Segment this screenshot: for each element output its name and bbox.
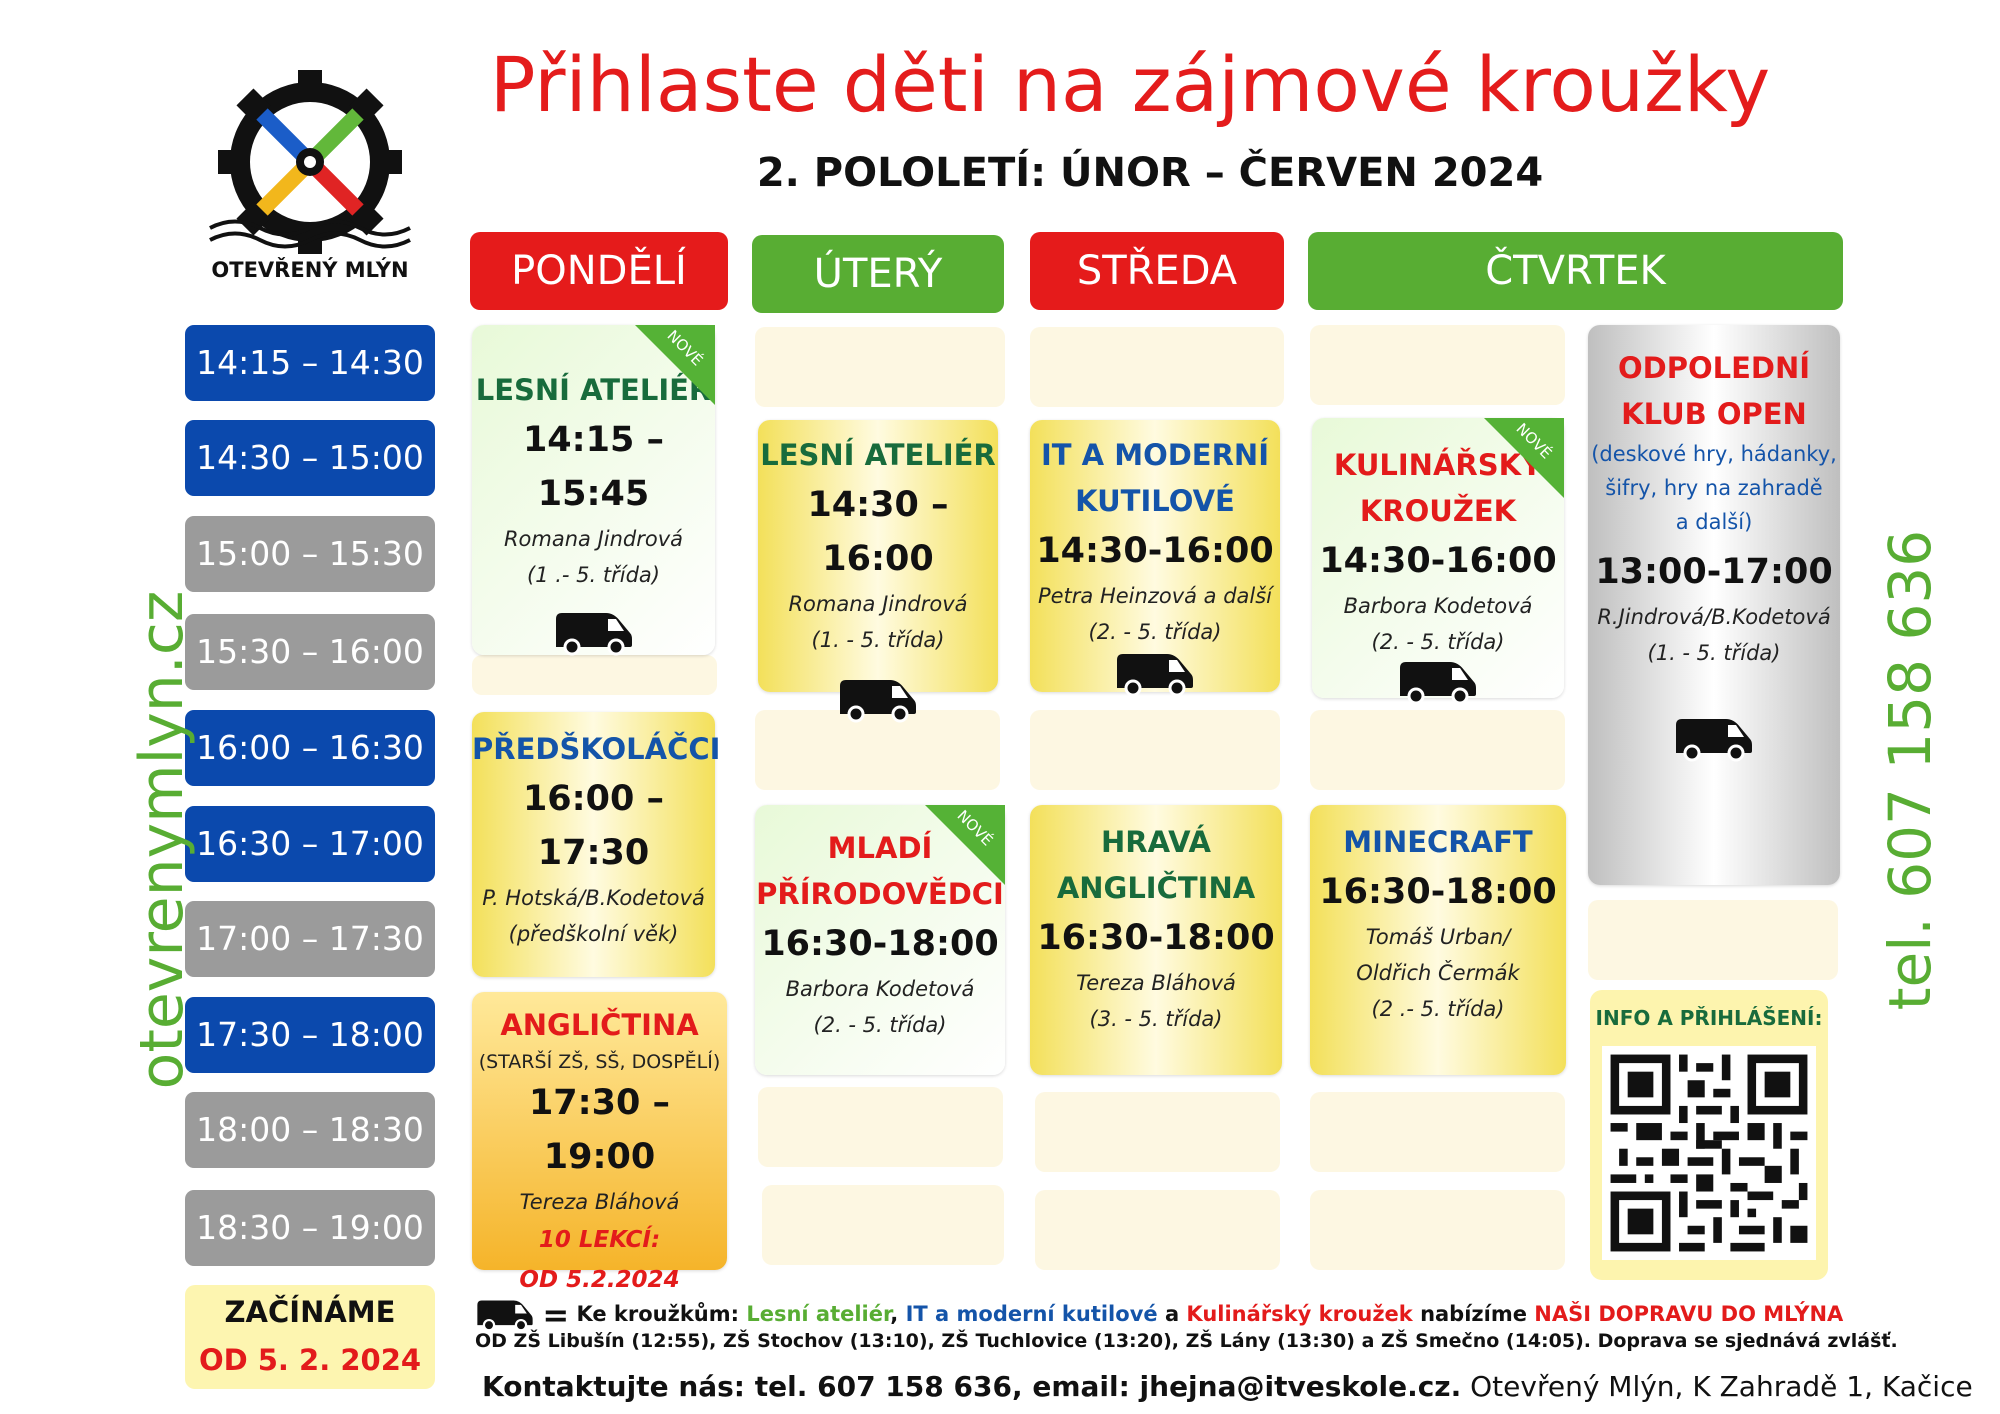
time-slot: 16:00 – 16:30	[185, 710, 435, 786]
time-slot: 18:00 – 18:30	[185, 1092, 435, 1168]
course-note: OD 5.2.2024	[519, 1267, 680, 1293]
transport-text: ,	[890, 1302, 899, 1326]
empty-slot	[755, 327, 1005, 407]
course-grade: (2. - 5. třída)	[1088, 620, 1222, 644]
course-title: PŘÍRODOVĚDCI	[756, 877, 1004, 911]
course-note: 10 LEKCÍ:	[538, 1227, 661, 1253]
course-teacher: Tomáš Urban/	[1365, 925, 1511, 949]
course-title: MLADÍ	[827, 831, 933, 865]
course-grade: (1. - 5. třída)	[811, 628, 945, 652]
new-badge-label: NOVÉ	[1512, 419, 1556, 463]
course-title: MINECRAFT	[1343, 825, 1533, 859]
course-title: ODPOLEDNÍ	[1617, 351, 1811, 385]
website-vertical	[52, 530, 272, 1150]
course-grade: (3. - 5. třída)	[1089, 1007, 1223, 1031]
course-title: PŘEDŠKOLÁČCI	[472, 732, 721, 766]
qr-code-icon[interactable]	[1602, 1046, 1816, 1260]
course-title: KROUŽEK	[1359, 494, 1517, 528]
time-slot: 15:30 – 16:00	[185, 614, 435, 690]
course-card-tue-mladi	[755, 805, 1005, 1075]
transport-note	[475, 1296, 1843, 1334]
course-grade: (předškolní věk)	[508, 922, 679, 946]
empty-slot	[1588, 900, 1838, 980]
van-icon	[554, 611, 634, 655]
course-description: šifry, hry na zahradě	[1605, 476, 1823, 500]
course-card-thu-kulinarsky	[1312, 418, 1564, 698]
course-card-tue-lesni	[758, 420, 998, 692]
course-teacher: Tereza Bláhová	[519, 1190, 680, 1214]
time-slot: 15:00 – 15:30	[185, 516, 435, 592]
empty-slot	[1035, 1092, 1280, 1172]
phone-text[interactable]: tel. 607 158 636	[1876, 529, 1944, 1011]
course-title: ANGLIČTINA	[500, 1008, 699, 1042]
course-time: 16:30-18:00	[1319, 872, 1557, 912]
day-wednesday: STŘEDA	[1030, 232, 1284, 310]
course-time: 14:15 – 15:45	[522, 420, 665, 514]
empty-slot	[472, 655, 717, 695]
transport-highlight: NAŠI DOPRAVU DO MLÝNA	[1534, 1302, 1844, 1326]
van-icon	[1674, 717, 1754, 761]
course-teacher: Romana Jindrová	[788, 592, 968, 616]
course-teacher: Tereza Bláhová	[1076, 971, 1236, 995]
transport-course-lesni: Lesní ateliér	[746, 1302, 891, 1326]
course-title: LESNÍ ATELIÉR	[760, 438, 996, 472]
course-teacher: Romana Jindrová	[503, 527, 684, 551]
transport-text: Ke kroužkům:	[576, 1302, 740, 1326]
start-date-box	[185, 1285, 435, 1389]
course-card-wed-it	[1030, 420, 1280, 692]
course-title: KUTILOVÉ	[1075, 484, 1235, 518]
new-badge-label: NOVÉ	[953, 806, 997, 850]
course-title: KLUB OPEN	[1621, 397, 1807, 431]
van-icon	[475, 1299, 535, 1331]
empty-slot	[758, 1087, 1003, 1167]
course-title: ANGLIČTINA	[1056, 871, 1256, 905]
time-slot: 17:30 – 18:00	[185, 997, 435, 1073]
transport-schedule: OD ZŠ Libušín (12:55), ZŠ Stochov (13:10), ZŠ Tuchlovice (13:20), ZŠ Lány (13:30) a ZŠ Smečno (14:05). Doprava se sjednává zvlášť.	[475, 1330, 1898, 1352]
empty-slot	[1030, 710, 1280, 790]
empty-slot	[762, 1185, 1004, 1265]
course-card-mon-predskolacci	[472, 712, 721, 977]
course-title: LESNÍ ATELIÉR	[475, 373, 712, 407]
course-card-mon-anglictina	[472, 992, 727, 1293]
transport-text: nabízíme	[1420, 1302, 1527, 1326]
contact-details[interactable]: Kontaktujte nás: tel. 607 158 636, email: jhejna@itveskole.cz.	[482, 1370, 1462, 1403]
new-badge-label: NOVÉ	[663, 326, 707, 370]
van-icon	[1115, 652, 1195, 696]
transport-text: a	[1164, 1302, 1180, 1326]
van-icon	[838, 678, 918, 722]
course-teacher: Barbora Kodetová	[785, 977, 975, 1001]
time-slot: 14:15 – 14:30	[185, 325, 435, 401]
course-time: 13:00-17:00	[1595, 552, 1833, 592]
transport-course-it: IT a moderní kutilové	[905, 1302, 1158, 1326]
course-teacher: Barbora Kodetová	[1343, 594, 1533, 618]
website-text[interactable]: otevrenymlyn.cz	[127, 590, 197, 1090]
logo-text: OTEVŘENÝ MLÝN	[211, 258, 409, 282]
course-grade: (1 .- 5. třída)	[527, 563, 660, 587]
course-grade: (2. - 5. třída)	[1371, 630, 1505, 654]
time-slot: 14:30 – 15:00	[185, 420, 435, 496]
page-title: Přihlaste děti na zájmové kroužky	[489, 40, 1771, 129]
contact-line	[482, 1370, 1973, 1403]
contact-address: Otevřený Mlýn, K Zahradě 1, Kačice	[1470, 1370, 1973, 1403]
course-grade: (2 .- 5. třída)	[1371, 997, 1505, 1021]
empty-slot	[1035, 1190, 1280, 1270]
mill-logo-icon	[205, 80, 415, 260]
course-card-wed-hrava	[1030, 805, 1282, 1075]
empty-slot	[755, 710, 1000, 790]
course-title: HRAVÁ	[1101, 825, 1211, 859]
course-card-thu-minecraft	[1310, 805, 1566, 1075]
empty-slot	[1030, 327, 1284, 407]
course-title: IT A MODERNÍ	[1041, 438, 1269, 472]
course-time: 16:30-18:00	[1037, 918, 1275, 958]
course-time: 14:30-16:00	[1319, 541, 1557, 581]
empty-slot	[1310, 1092, 1565, 1172]
course-description: (deskové hry, hádanky,	[1591, 442, 1837, 466]
page-subtitle: 2. POLOLETÍ: ÚNOR – ČERVEN 2024	[756, 150, 1544, 196]
course-card-mon-lesni	[472, 325, 715, 655]
day-monday: PONDĚLÍ	[470, 232, 728, 310]
start-date: OD 5. 2. 2024	[198, 1343, 422, 1377]
empty-slot	[1310, 325, 1565, 405]
empty-slot	[1310, 1190, 1565, 1270]
course-grade: (1. - 5. třída)	[1647, 641, 1781, 665]
start-label: ZAČÍNÁME	[224, 1295, 396, 1329]
course-teacher: Oldřich Čermák	[1356, 961, 1520, 985]
course-grade: (2. - 5. třída)	[813, 1013, 947, 1037]
transport-course-kulinarsky: Kulinářský kroužek	[1186, 1302, 1413, 1326]
time-slot: 18:30 – 19:00	[185, 1190, 435, 1266]
course-card-thu-klub	[1588, 325, 1840, 885]
time-slot: 17:00 – 17:30	[185, 901, 435, 977]
course-time: 16:30-18:00	[761, 924, 999, 964]
course-description: a další)	[1675, 510, 1753, 534]
course-time: 16:00 – 17:30	[522, 779, 665, 873]
course-teacher: R.Jindrová/B.Kodetová	[1597, 605, 1831, 629]
course-teacher: Petra Heinzová a další	[1037, 584, 1273, 608]
equals-sign: =	[542, 1296, 570, 1334]
course-time: 14:30 – 16:00	[807, 485, 949, 579]
course-time: 14:30-16:00	[1036, 531, 1274, 571]
course-time: 17:30 – 19:00	[528, 1083, 671, 1177]
course-teacher: P. Hotská/B.Kodetová	[482, 886, 705, 910]
course-subtitle: (STARŠÍ ZŠ, SŠ, DOSPĚLÍ)	[478, 1051, 721, 1073]
empty-slot	[1310, 710, 1565, 790]
time-slot: 16:30 – 17:00	[185, 806, 435, 882]
day-thursday: ČTVRTEK	[1308, 232, 1843, 310]
course-title: KULINÁŘSKÝ	[1333, 448, 1543, 482]
van-icon	[1398, 660, 1478, 704]
info-label: INFO A PŘIHLÁŠENÍ:	[1595, 1006, 1823, 1030]
info-box	[1590, 990, 1828, 1280]
day-tuesday: ÚTERÝ	[752, 235, 1004, 313]
